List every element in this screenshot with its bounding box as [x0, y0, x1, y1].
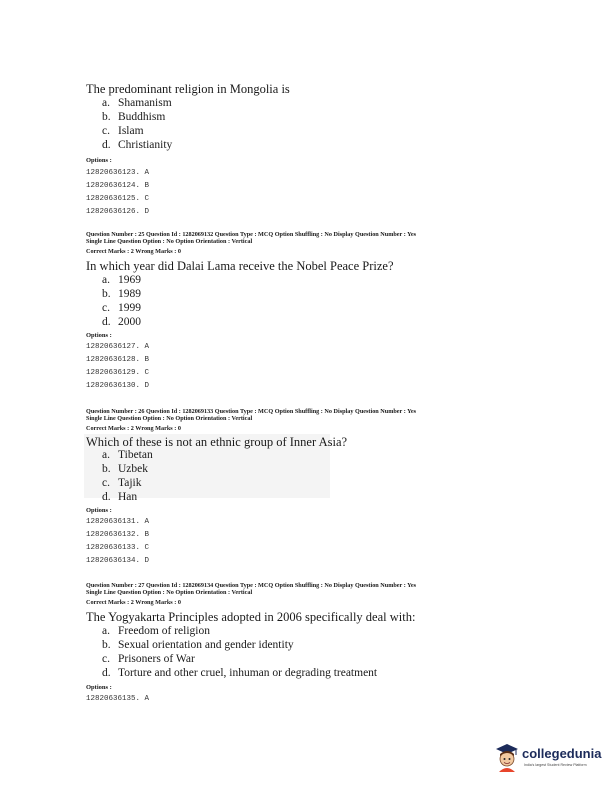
q26-option-id: 12820636131. A	[86, 518, 150, 526]
q26-text: Which of these is not an ethnic group of Inner Asia?	[86, 435, 348, 449]
q27-options-label: Options :	[86, 684, 112, 691]
q25-option-id: 12820636129. C	[86, 369, 150, 377]
q27-meta-line2: Single Line Question Option : No Option Orientation : Vertical	[86, 589, 253, 596]
q26-option-id: 12820636133. C	[86, 544, 150, 552]
q25-marks: Correct Marks : 2 Wrong Marks : 0	[86, 248, 181, 255]
q25-option-c: c. 1999	[102, 302, 141, 314]
q24-option-d: d. Christianity	[102, 139, 173, 151]
q24-option-id: 12820636126. D	[86, 208, 150, 216]
q24-option-id: 12820636124. B	[86, 182, 150, 190]
q25-option-a: a. 1969	[102, 274, 141, 286]
q24-option-b: b. Buddhism	[102, 111, 166, 123]
q27-option-d: d. Torture and other cruel, inhuman or degrading treatment	[102, 667, 378, 679]
q26-meta-line1: Question Number : 26 Question Id : 1282069133 Question Type : MCQ Option Shuffling : No Display Question Number : Yes	[86, 408, 417, 415]
q27-option-b: b. Sexual orientation and gender identity	[102, 639, 294, 651]
q27-marks: Correct Marks : 2 Wrong Marks : 0	[86, 599, 181, 606]
q26-marks: Correct Marks : 2 Wrong Marks : 0	[86, 425, 181, 432]
logo-tagline: India's largest Student Review Platform	[524, 763, 587, 767]
q27-text: The Yogyakarta Principles adopted in 2006 specifically deal with:	[86, 610, 416, 624]
q25-option-id: 12820636128. B	[86, 356, 150, 364]
q24-option-id: 12820636125. C	[86, 195, 150, 203]
q24-option-id: 12820636123. A	[86, 169, 150, 177]
collegedunia-logo	[494, 742, 606, 776]
q26-option-d: d. Han	[102, 491, 138, 503]
q26-option-a: a. Tibetan	[102, 449, 153, 461]
q27-option-id: 12820636135. A	[86, 695, 150, 703]
q27-option-c: c. Prisoners of War	[102, 653, 195, 665]
q25-option-d: d. 2000	[102, 316, 141, 328]
q24-options-label: Options :	[86, 157, 112, 164]
q26-options-label: Options :	[86, 507, 112, 514]
q25-option-id: 12820636130. D	[86, 382, 150, 390]
q26-option-id: 12820636132. B	[86, 531, 150, 539]
student-mascot-icon	[494, 742, 520, 772]
q27-meta-line1: Question Number : 27 Question Id : 1282069134 Question Type : MCQ Option Shuffling : No Display Question Number : Yes	[86, 582, 417, 589]
q26-option-b: b. Uzbek	[102, 463, 149, 475]
q24-option-c: c. Islam	[102, 125, 144, 137]
q25-meta-line1: Question Number : 25 Question Id : 1282069132 Question Type : MCQ Option Shuffling : No Display Question Number : Yes	[86, 231, 417, 238]
q24-option-a: a. Shamanism	[102, 97, 172, 109]
q24-text: The predominant religion in Mongolia is	[86, 82, 290, 96]
q25-text: In which year did Dalai Lama receive the Nobel Peace Prize?	[86, 259, 394, 273]
q26-option-id: 12820636134. D	[86, 557, 150, 565]
q25-meta-line2: Single Line Question Option : No Option Orientation : Vertical	[86, 238, 253, 245]
q25-options-label: Options :	[86, 332, 112, 339]
q25-option-b: b. 1989	[102, 288, 141, 300]
q25-option-id: 12820636127. A	[86, 343, 150, 351]
q26-meta-line2: Single Line Question Option : No Option Orientation : Vertical	[86, 415, 253, 422]
q27-option-a: a. Freedom of religion	[102, 625, 210, 637]
q26-option-c: c. Tajik	[102, 477, 142, 489]
logo-wordmark: collegedunia	[522, 746, 602, 761]
